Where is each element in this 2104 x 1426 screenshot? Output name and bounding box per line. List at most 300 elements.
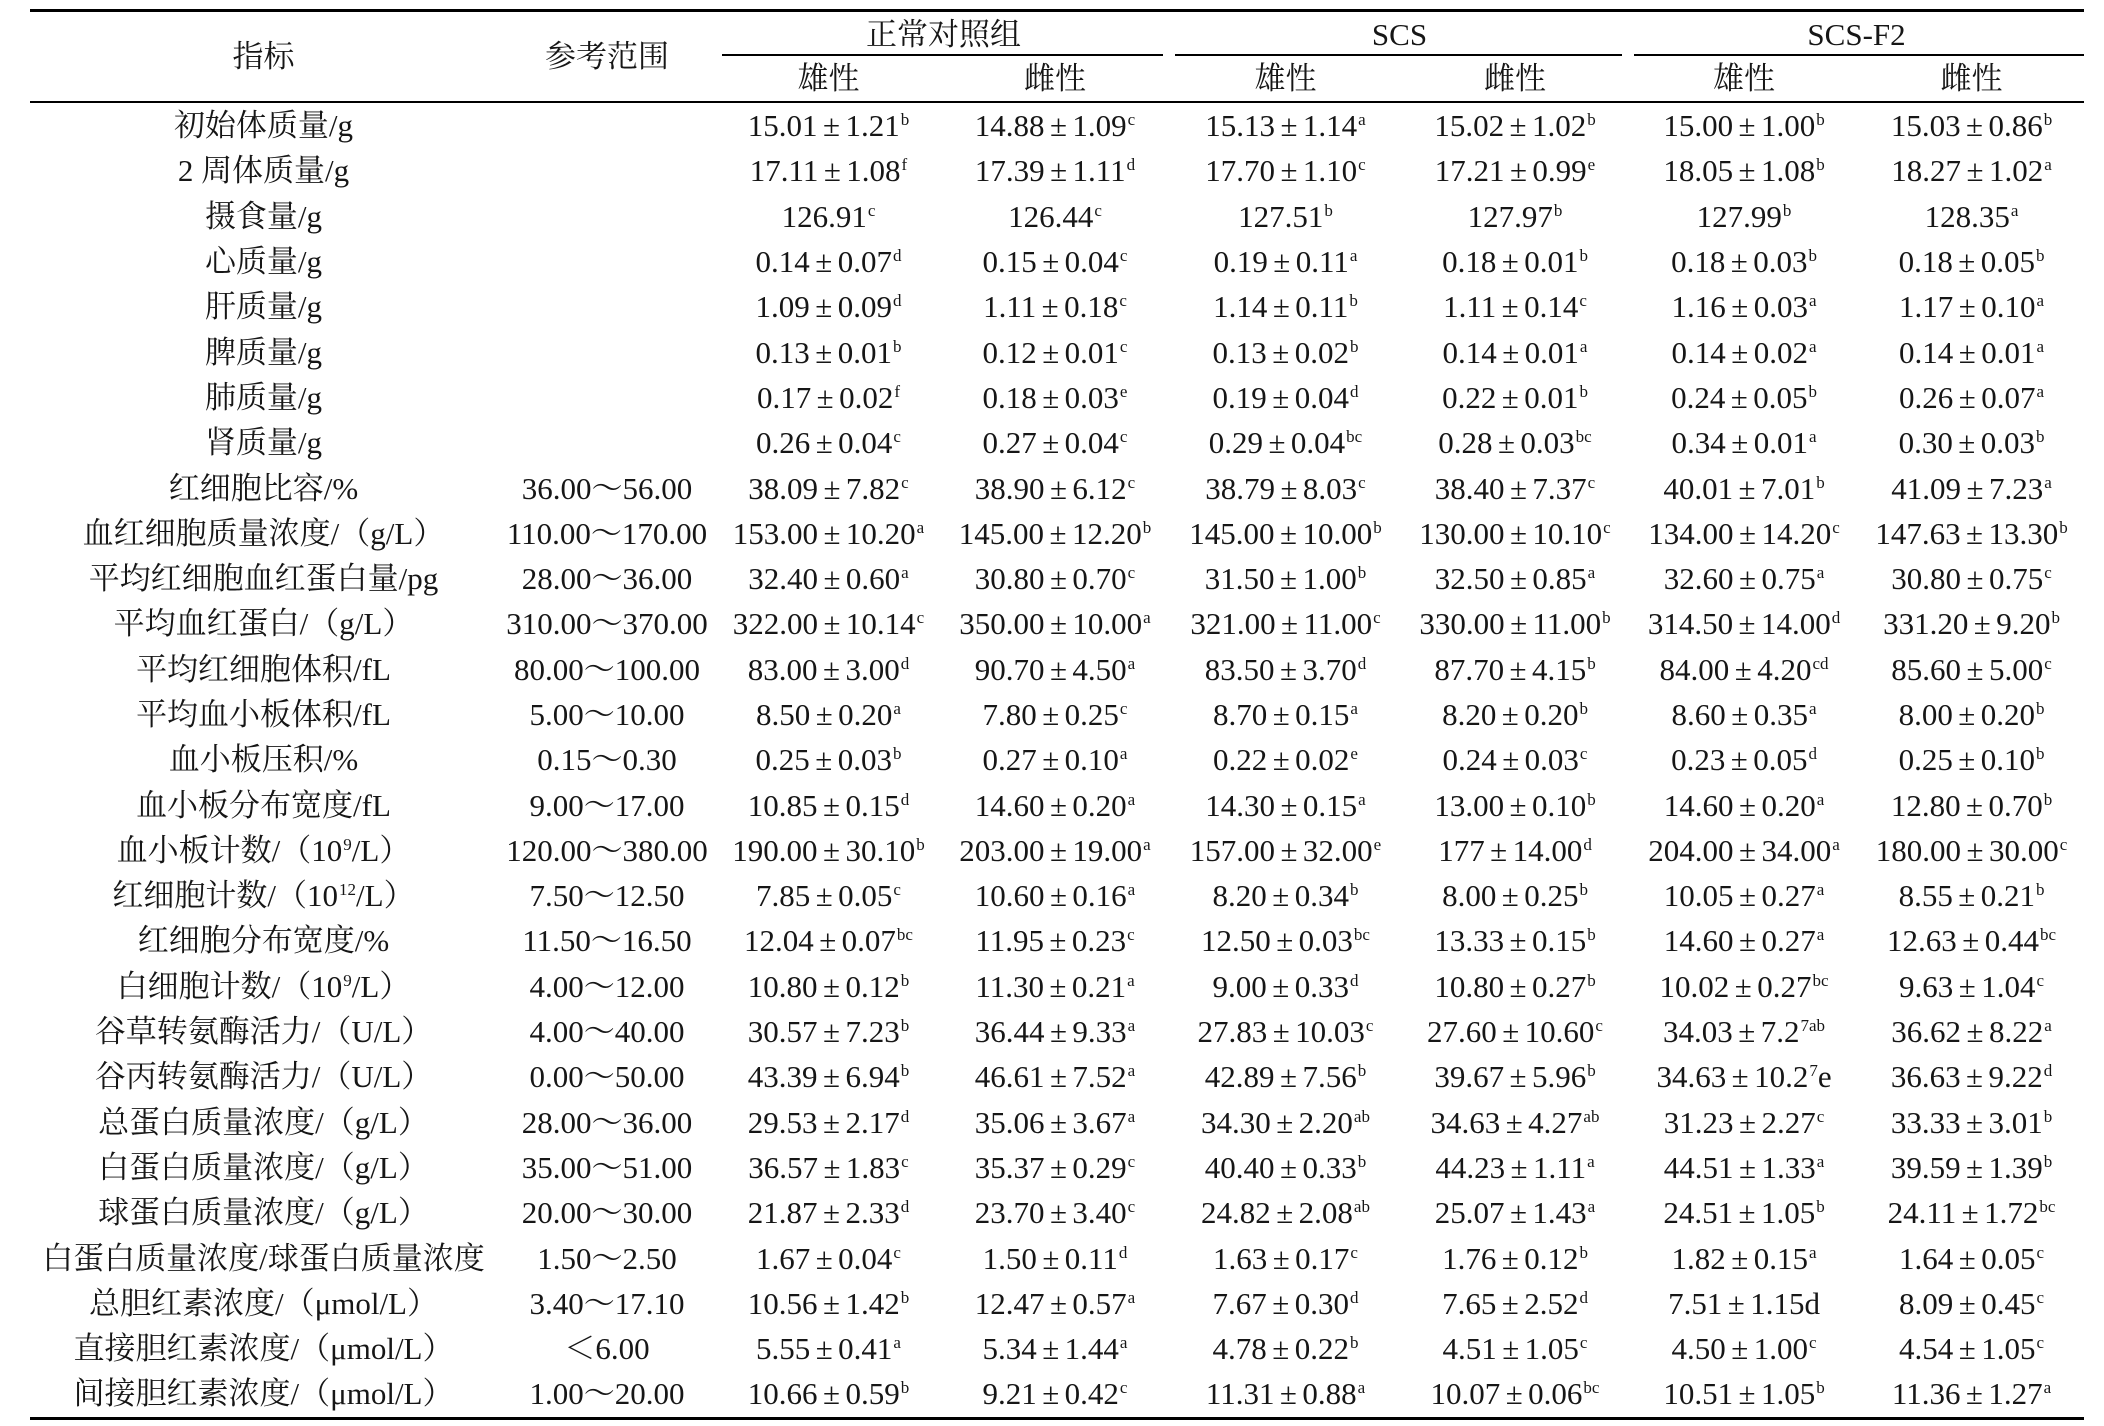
- mean-sd-value: 33.33 ± 3.01: [1890, 1104, 2043, 1140]
- significance-letter: a: [1579, 336, 1588, 356]
- significance-letter: b: [1553, 200, 1563, 220]
- indicator-cell: [30, 556, 497, 601]
- mean-sd-value: 36.63 ± 9.22: [1890, 1059, 2043, 1095]
- plus-minus-sign: ±: [1049, 923, 1067, 959]
- reference-range-cell: [497, 465, 717, 510]
- value-cell-scs-female: [1401, 1371, 1629, 1416]
- value-cell-scs-f2-male: [1629, 1009, 1859, 1054]
- indicator-label: 肾质量/g: [204, 425, 323, 461]
- reference-range-cell: [497, 148, 717, 193]
- plus-minus-sign: ±: [823, 606, 841, 642]
- plus-minus-sign: ±: [1509, 787, 1527, 823]
- mean-sd-value: 134.00 ± 14.20: [1648, 515, 1832, 551]
- value-cell-scs-male: [1170, 329, 1401, 374]
- significance-letter: b: [2051, 608, 2060, 628]
- plus-minus-sign: ±: [1502, 742, 1520, 778]
- significance-letter: bc: [1812, 970, 1829, 990]
- value-cell-scs-f2-female: [1859, 601, 2084, 646]
- plus-minus-sign: ±: [1042, 1376, 1060, 1412]
- significance-letter: 7: [1809, 1061, 1818, 1081]
- mean-sd-value: 17.39 ± 1.11: [974, 153, 1126, 189]
- plus-minus-sign: ±: [1049, 1195, 1067, 1231]
- mean-sd-value: 8.00 ± 0.20: [1898, 697, 2035, 732]
- plus-minus-sign: ±: [823, 1149, 841, 1185]
- mean-sd-value: 0.18 ± 0.01: [1442, 244, 1579, 280]
- value-cell-scs-f2-female: [1859, 103, 2084, 148]
- plus-minus-sign: ±: [1958, 425, 1976, 461]
- value-cell-scs-female: [1401, 284, 1629, 329]
- table-row: [30, 1235, 2084, 1280]
- plus-minus-sign: ±: [1279, 1149, 1297, 1185]
- plus-minus-sign: ±: [1280, 832, 1298, 868]
- value-cell-normal-male: [717, 103, 940, 148]
- table-row: [30, 511, 2084, 556]
- plus-minus-sign: ±: [1272, 334, 1290, 370]
- indicator-label: 总胆红素浓度/（μmol/L）: [88, 1285, 438, 1321]
- plus-minus-sign: ±: [1738, 1149, 1756, 1185]
- significance-letter: c: [2044, 653, 2052, 673]
- mean-sd-value: 44.23 ± 1.11: [1435, 1149, 1587, 1185]
- mean-sd-value: 83.50 ± 3.70: [1204, 651, 1357, 687]
- significance-letter: a: [2044, 472, 2052, 492]
- indicator-cell: [30, 148, 497, 193]
- value-cell-scs-male: [1170, 692, 1401, 737]
- header-group-scs: [1170, 12, 1629, 56]
- value-cell-scs-f2-female: [1859, 1054, 2084, 1099]
- reference-range-cell: [497, 194, 717, 239]
- mean-sd-value: 128.35: [1924, 198, 2010, 234]
- value-cell-normal-male: [717, 420, 940, 465]
- value-cell-normal-female: [940, 1281, 1170, 1326]
- significance-letter: b: [1587, 110, 1596, 130]
- reference-range: 28.00～36.00: [521, 1104, 693, 1140]
- significance-letter: d: [892, 246, 902, 266]
- significance-letter: c: [1816, 1106, 1825, 1126]
- significance-letter: d: [1349, 381, 1359, 401]
- plus-minus-sign: ±: [1042, 1331, 1060, 1367]
- significance-letter: a: [1127, 789, 1136, 809]
- indicator-cell: [30, 465, 497, 510]
- indicator-cell: [30, 1054, 497, 1099]
- significance-letter: a: [2036, 381, 2044, 401]
- reference-range-cell: [497, 1009, 717, 1054]
- significance-letter: c: [2059, 834, 2068, 854]
- value-cell-scs-male: [1170, 964, 1401, 1009]
- indicator-label: 摄食量/g: [204, 198, 323, 234]
- significance-letter: b: [892, 336, 902, 356]
- mean-sd-value: 1.67 ± 0.04: [756, 1240, 893, 1276]
- value-cell-normal-female: [940, 194, 1170, 239]
- header-row-groups: [30, 12, 2084, 56]
- mean-sd-value: 0.18 ± 0.05: [1898, 244, 2035, 280]
- mean-sd-value: 130.00 ± 10.10: [1419, 515, 1603, 551]
- mean-sd-value: 145.00 ± 12.20: [958, 515, 1142, 551]
- value-cell-scs-female: [1401, 1190, 1629, 1235]
- plus-minus-sign: ±: [1738, 1104, 1756, 1140]
- mean-sd-value: 18.27 ± 1.02: [1891, 153, 2044, 189]
- value-cell-normal-male: [717, 375, 940, 420]
- mean-sd-value: 24.51 ± 1.05: [1663, 1195, 1816, 1231]
- value-cell-normal-female: [940, 873, 1170, 918]
- header-group-scs-f2: [1629, 12, 2084, 56]
- mean-sd-value: 0.24 ± 0.03: [1442, 742, 1579, 778]
- value-cell-normal-male: [717, 556, 940, 601]
- value-cell-scs-male: [1170, 1145, 1401, 1190]
- plus-minus-sign: ±: [1049, 787, 1067, 823]
- indicator-cell: [30, 420, 497, 465]
- mean-sd-value: 0.25 ± 0.03: [755, 742, 892, 778]
- reference-range: 110.00～170.00: [506, 515, 708, 551]
- table-row: [30, 239, 2084, 284]
- mean-sd-value: 331.20 ± 9.20: [1883, 606, 2051, 642]
- indicator-label: 2 周体质量/g: [177, 153, 350, 189]
- plus-minus-sign: ±: [1738, 561, 1756, 597]
- indicator-label: 平均红细胞血红蛋白量/pg: [88, 561, 439, 597]
- mean-sd-value: 10.66 ± 0.59: [747, 1376, 900, 1412]
- significance-letter: a: [1127, 1287, 1136, 1307]
- value-cell-scs-f2-female: [1859, 194, 2084, 239]
- value-cell-scs-female: [1401, 556, 1629, 601]
- table-row: [30, 873, 2084, 918]
- mean-sd-value: 1.14 ± 0.11: [1213, 289, 1349, 325]
- value-cell-normal-female: [940, 1054, 1170, 1099]
- significance-letter: a: [1816, 925, 1825, 945]
- significance-letter: c: [901, 1151, 909, 1171]
- plus-minus-sign: ±: [1272, 1285, 1290, 1321]
- mean-sd-value: 10.60 ± 0.16: [974, 878, 1127, 914]
- plus-minus-sign: ±: [1501, 1285, 1519, 1321]
- value-cell-scs-f2-male: [1629, 420, 1859, 465]
- reference-range-cell: [497, 420, 717, 465]
- mean-sd-value: 21.87 ± 2.33: [747, 1195, 900, 1231]
- mean-sd-value: 14.60 ± 0.27: [1663, 923, 1816, 959]
- plus-minus-sign: ±: [1049, 651, 1067, 687]
- mean-sd-value: 1.11 ± 0.14: [1443, 289, 1579, 325]
- value-cell-scs-f2-female: [1859, 647, 2084, 692]
- plus-minus-sign: ±: [1276, 923, 1294, 959]
- mean-sd-value: 38.09 ± 7.82: [748, 470, 901, 506]
- reference-range-cell: [497, 601, 717, 646]
- value-cell-scs-male: [1170, 1190, 1401, 1235]
- indicator-label: 间接胆红素浓度/（μmol/L）: [73, 1376, 454, 1412]
- value-cell-scs-f2-female: [1859, 1235, 2084, 1280]
- significance-letter: a: [1816, 789, 1825, 809]
- plus-minus-sign: ±: [1731, 1240, 1749, 1276]
- mean-sd-value: 127.97: [1467, 198, 1553, 234]
- plus-minus-sign: ±: [1727, 1285, 1745, 1321]
- value-cell-scs-female: [1401, 1235, 1629, 1280]
- value-cell-scs-male: [1170, 239, 1401, 284]
- plus-minus-sign: ±: [1042, 425, 1060, 461]
- significance-letter: c: [1119, 336, 1128, 356]
- significance-letter: a: [2044, 1016, 2052, 1036]
- mean-sd-value: 90.70 ± 4.50: [974, 651, 1127, 687]
- mean-sd-value: 180.00 ± 30.00: [1875, 832, 2059, 868]
- significance-letter: a: [1587, 563, 1596, 583]
- plus-minus-sign: ±: [1280, 153, 1298, 189]
- significance-letter: c: [1587, 472, 1596, 492]
- indicator-cell: [30, 1100, 497, 1145]
- significance-letter: b: [1142, 517, 1152, 537]
- significance-letter: b: [1373, 517, 1382, 537]
- plus-minus-sign: ±: [815, 1331, 833, 1367]
- mean-sd-value: 84.00 ± 4.20: [1659, 651, 1812, 687]
- significance-letter: b: [1324, 200, 1333, 220]
- value-cell-scs-f2-male: [1629, 692, 1859, 737]
- significance-letter: c: [1358, 472, 1366, 492]
- plus-minus-sign: ±: [1730, 379, 1748, 415]
- mean-sd-value: 12.04 ± 0.07: [744, 923, 896, 959]
- header-sex-female: 雌性: [1401, 56, 1629, 103]
- plus-minus-sign: ±: [1501, 289, 1519, 325]
- mean-sd-value: 34.63 ± 4.27: [1430, 1104, 1583, 1140]
- mean-sd-value: 0.28 ± 0.03: [1438, 425, 1575, 461]
- mean-sd-value: 7.85 ± 0.05: [756, 878, 893, 914]
- value-cell-normal-female: [940, 1371, 1170, 1416]
- reference-range-cell: [497, 284, 717, 329]
- significance-letter: b: [1579, 699, 1588, 718]
- plus-minus-sign: ±: [1272, 697, 1290, 732]
- mean-sd-value: 27.60 ± 10.60: [1427, 1014, 1595, 1050]
- significance-letter: b: [2059, 517, 2068, 537]
- header-reference-range: 参考范围: [497, 12, 717, 103]
- group-label: SCS-F2: [1807, 16, 1906, 52]
- mean-sd-value: 30.80 ± 0.70: [974, 561, 1127, 597]
- mean-sd-value: 9.00 ± 0.33: [1212, 968, 1349, 1004]
- mean-sd-value: 0.18 ± 0.03: [1671, 244, 1808, 280]
- mean-sd-value: 10.56 ± 1.42: [747, 1285, 900, 1321]
- header-sex-male: 雄性: [1170, 56, 1401, 103]
- indicator-label: 直接胆红素浓度/（μmol/L）: [73, 1331, 454, 1367]
- reference-range-cell: [497, 375, 717, 420]
- significance-letter: bc: [2039, 925, 2056, 945]
- significance-letter: a: [1127, 970, 1135, 990]
- indicator-cell: [30, 1145, 497, 1190]
- value-cell-scs-female: [1401, 964, 1629, 1009]
- value-cell-scs-f2-female: [1859, 1190, 2084, 1235]
- value-cell-normal-female: [940, 1190, 1170, 1235]
- value-cell-scs-f2-female: [1859, 1145, 2084, 1190]
- plus-minus-sign: ±: [1276, 1195, 1294, 1231]
- value-cell-scs-f2-male: [1629, 782, 1859, 827]
- mean-sd-value: 11.31 ± 0.88: [1205, 1376, 1357, 1412]
- significance-letter: a: [1358, 789, 1366, 809]
- value-cell-scs-f2-male: [1629, 1054, 1859, 1099]
- plus-minus-sign: ±: [1966, 832, 1984, 868]
- mean-sd-value: 17.70 ± 1.10: [1205, 153, 1358, 189]
- mean-sd-value: 190.00 ± 30.10: [732, 832, 916, 868]
- mean-sd-value: 350.00 ± 10.00: [959, 606, 1143, 642]
- significance-letter: a: [1587, 1197, 1596, 1217]
- value-cell-scs-male: [1170, 511, 1401, 556]
- plus-minus-sign: ±: [1509, 651, 1527, 687]
- mean-sd-value: 40.40 ± 0.33: [1204, 1149, 1357, 1185]
- significance-letter: d: [1118, 1242, 1128, 1262]
- value-cell-scs-f2-male: [1629, 737, 1859, 782]
- indicator-cell: [30, 737, 497, 782]
- mean-sd-value: 30.80 ± 0.75: [1891, 561, 2044, 597]
- mean-sd-value: 5.34 ± 1.44: [982, 1331, 1119, 1367]
- mean-sd-value: 31.23 ± 2.27: [1663, 1104, 1816, 1140]
- plus-minus-sign: ±: [1501, 878, 1519, 914]
- unit-exponent: 9: [343, 834, 352, 854]
- indicator-label: 血小板计数/（10: [116, 832, 343, 868]
- plus-minus-sign: ±: [815, 334, 833, 370]
- value-cell-normal-male: [717, 828, 940, 873]
- unit-exponent: 12: [339, 880, 357, 900]
- mean-sd-value: 87.70 ± 4.15: [1434, 651, 1587, 687]
- significance-letter: d: [1126, 155, 1136, 175]
- mean-sd-value: 1.11 ± 0.18: [983, 289, 1119, 325]
- value-cell-scs-f2-female: [1859, 375, 2084, 420]
- value-cell-scs-female: [1401, 465, 1629, 510]
- header-indicator: 指标: [30, 12, 497, 103]
- mean-sd-value: 36.62 ± 8.22: [1891, 1014, 2044, 1050]
- reference-range: ＜6.00: [564, 1331, 650, 1367]
- significance-letter: c: [1119, 246, 1128, 266]
- mean-sd-value: 0.34 ± 0.01: [1671, 425, 1808, 461]
- table-row: [30, 194, 2084, 239]
- value-cell-scs-female: [1401, 737, 1629, 782]
- value-cell-scs-f2-male: [1629, 1371, 1859, 1416]
- indicator-label: 脾质量/g: [204, 334, 323, 370]
- table-row: [30, 964, 2084, 1009]
- mean-sd-value: 4.50 ± 1.00: [1671, 1331, 1808, 1367]
- mean-sd-value: 17.11 ± 1.08: [749, 153, 901, 189]
- value-cell-normal-female: [940, 1326, 1170, 1371]
- plus-minus-sign: ±: [1958, 697, 1976, 732]
- table-body: [30, 103, 2084, 1417]
- value-cell-normal-female: [940, 465, 1170, 510]
- significance-letter: a: [1816, 563, 1825, 583]
- indicator-cell: [30, 692, 497, 737]
- reference-range-cell: [497, 556, 717, 601]
- value-cell-scs-male: [1170, 284, 1401, 329]
- significance-letter: b: [1816, 1197, 1825, 1217]
- significance-letter: e: [1119, 381, 1128, 401]
- reference-range-cell: [497, 1326, 717, 1371]
- mean-sd-value: 330.00 ± 11.00: [1419, 606, 1602, 642]
- significance-letter: a: [1127, 1106, 1136, 1126]
- reference-range-cell: [497, 918, 717, 963]
- significance-letter: a: [2010, 200, 2019, 220]
- value-cell-scs-f2-female: [1859, 556, 2084, 601]
- mean-sd-value: 12.50 ± 0.03: [1201, 923, 1353, 959]
- significance-letter: b: [2035, 427, 2045, 447]
- plus-minus-sign: ±: [822, 651, 840, 687]
- significance-letter: ab: [1353, 1106, 1370, 1126]
- plus-minus-sign: ±: [1738, 923, 1756, 959]
- mean-sd-value: 15.01 ± 1.21: [747, 108, 900, 144]
- value-cell-scs-male: [1170, 1235, 1401, 1280]
- plus-minus-sign: ±: [822, 1059, 840, 1095]
- mean-sd-value: 34.03 ± 7.2: [1663, 1014, 1800, 1050]
- plus-minus-sign: ±: [1509, 1195, 1527, 1231]
- mean-sd-value: 24.82 ± 2.08: [1201, 1195, 1353, 1231]
- mean-sd-value: 8.55 ± 0.21: [1898, 878, 2035, 914]
- value-cell-normal-male: [717, 918, 940, 963]
- plus-minus-sign: ±: [1966, 561, 1984, 597]
- plus-minus-sign: ±: [1958, 244, 1976, 280]
- significance-letter: b: [1349, 291, 1358, 311]
- significance-letter: b: [1587, 789, 1596, 809]
- mean-sd-value: 12.80 ± 0.70: [1890, 787, 2043, 823]
- significance-letter: b: [892, 744, 902, 764]
- reference-range-cell: [497, 692, 717, 737]
- indicator-label: 平均血红蛋白/（g/L）: [113, 606, 414, 642]
- significance-letter: a: [901, 563, 909, 583]
- reference-range: 1.50～2.50: [537, 1240, 677, 1276]
- significance-letter: b: [1349, 336, 1359, 356]
- significance-letter: c: [1808, 1333, 1817, 1353]
- mean-sd-value: 0.18 ± 0.03: [982, 379, 1119, 415]
- plus-minus-sign: ±: [822, 1285, 840, 1321]
- significance-letter: b: [2043, 110, 2053, 130]
- header-sex-male: 雄性: [1629, 56, 1859, 103]
- reference-range-cell: [497, 1145, 717, 1190]
- mean-sd-value: 32.40 ± 0.60: [748, 561, 901, 597]
- plus-minus-sign: ±: [1966, 470, 1984, 506]
- mean-sd-value: 11.95 ± 0.23: [975, 923, 1127, 959]
- plus-minus-sign: ±: [1509, 470, 1527, 506]
- table-row: [30, 782, 2084, 827]
- indicator-label: 平均红细胞体积/fL: [136, 651, 391, 687]
- table-row: [30, 329, 2084, 374]
- indicator-cell: [30, 1371, 497, 1416]
- value-cell-scs-male: [1170, 782, 1401, 827]
- indicator-label: 总蛋白质量浓度/（g/L）: [98, 1104, 429, 1140]
- mean-sd-value: 0.19 ± 0.04: [1212, 379, 1349, 415]
- value-cell-normal-female: [940, 148, 1170, 193]
- value-cell-scs-f2-female: [1859, 1281, 2084, 1326]
- value-cell-normal-female: [940, 737, 1170, 782]
- mean-sd-value: 0.26 ± 0.04: [756, 425, 893, 461]
- plus-minus-sign: ±: [1734, 968, 1752, 1004]
- plus-minus-sign: ±: [1272, 1331, 1290, 1367]
- group-underline: [1634, 54, 2084, 56]
- mean-sd-value: 0.13 ± 0.01: [755, 334, 892, 370]
- value-cell-normal-male: [717, 601, 940, 646]
- plus-minus-sign: ±: [1049, 470, 1067, 506]
- plus-minus-sign: ±: [1272, 968, 1290, 1004]
- plus-minus-sign: ±: [1272, 1240, 1290, 1276]
- value-cell-scs-f2-male: [1629, 1190, 1859, 1235]
- value-cell-scs-female: [1401, 918, 1629, 963]
- mean-sd-value: 7.67 ± 0.30: [1212, 1285, 1349, 1321]
- mean-sd-value: 15.03 ± 0.86: [1890, 108, 2043, 144]
- plus-minus-sign: ±: [1738, 878, 1756, 914]
- value-cell-scs-f2-male: [1629, 1145, 1859, 1190]
- plus-minus-sign: ±: [1966, 787, 1984, 823]
- plus-minus-sign: ±: [823, 153, 841, 189]
- significance-letter: c: [1595, 1016, 1603, 1036]
- significance-letter: bc: [2039, 1197, 2056, 1217]
- significance-letter: c: [1358, 155, 1366, 175]
- plus-minus-sign: ±: [1738, 787, 1756, 823]
- mean-sd-value: 43.39 ± 6.94: [747, 1059, 900, 1095]
- value-cell-scs-male: [1170, 375, 1401, 420]
- mean-sd-value: 39.67 ± 5.96: [1434, 1059, 1587, 1095]
- reference-range-cell: [497, 964, 717, 1009]
- significance-letter: b: [1587, 653, 1596, 673]
- value-cell-scs-f2-male: [1629, 239, 1859, 284]
- mean-sd-value: 0.14 ± 0.02: [1671, 334, 1808, 370]
- value-cell-normal-male: [717, 1009, 940, 1054]
- significance-letter: b: [1808, 246, 1817, 266]
- significance-letter: b: [2043, 1106, 2053, 1126]
- plus-minus-sign: ±: [1049, 878, 1067, 914]
- indicator-cell: [30, 511, 497, 556]
